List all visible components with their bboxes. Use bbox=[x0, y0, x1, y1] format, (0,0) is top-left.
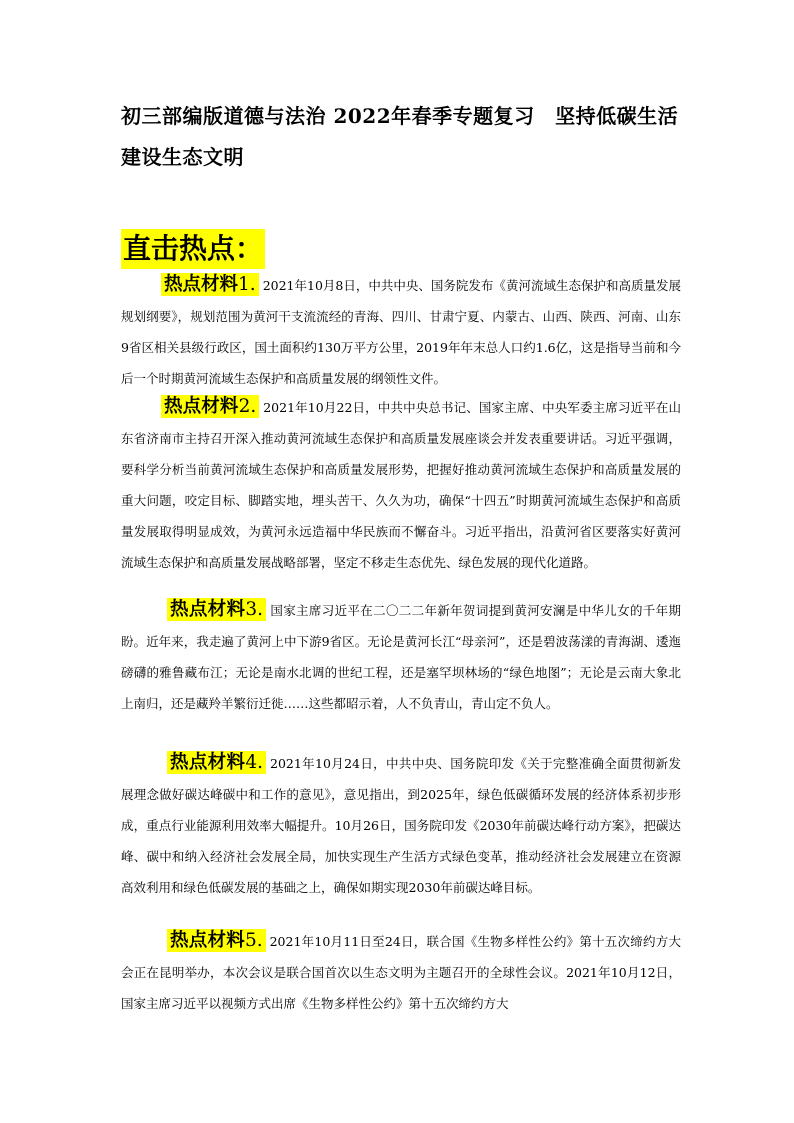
material-number: 2. bbox=[238, 396, 257, 417]
material-text-1: 2021年10月8日，中共中央、国务院发布《黄河流域生态保护和高质量发展规划纲要》，规划范围为黄河干支流流经的青海、四川、甘肃宁夏、内蒙古、山西、陕西、河南、山东9省区相关县级行政区，国土面积约130万平方公里，2019年年末总人口约1.6亿，这是指导当前和今后一个时期黄河流域生态保护和高质量发展的纲领性文件。 bbox=[121, 278, 681, 386]
material-text-4: 2021年10月24日，中共中央、国务院印发《关于完整准确全面贯彻新发展理念做好碳达峰碳中和工作的意见》，意见指出，到2025年，绿色低碳循环发展的经济体系初步形成，重点行业能源利用效率大幅提升。10月26日，国务院印发《2030年前碳达峰行动方案》，把碳达峰、碳中和纳入经济社会发展全局，加快实现生产生活方式绿色变革，推动经济社会发展建立在资源高效利用和绿色低碳发展的基础之上，确保如期实现2030年前碳达峰目标。 bbox=[121, 756, 681, 895]
section-heading: 直击热点： bbox=[121, 229, 265, 269]
material-paragraph-1 bbox=[121, 270, 681, 394]
material-number: 1. bbox=[238, 274, 256, 295]
material-label-text: 热点材料 bbox=[170, 752, 246, 773]
material-label-5 bbox=[167, 929, 266, 952]
material-label-text: 热点材料 bbox=[170, 930, 245, 951]
material-label-text: 热点材料 bbox=[164, 274, 239, 295]
document-title: 初三部编版道德与法治 2022年春季专题复习 坚持低碳生活 建设生态文明 bbox=[121, 104, 699, 169]
material-text-2: 2021年10月22日，中共中央总书记、国家主席、中央军委主席习近平在山东省济南市主持召开深入推动黄河流域生态保护和高质量发展座谈会并发表重要讲话。习近平强调，要科学分析当前黄河流域生态保护和高质量发展形势，把握好推动黄河流域生态保护和高质量发展的重大问题，咬定目标、脚踏实地，埋头苦干、久久为功，确保“十四五”时期黄河流域生态保护和高质量发展取得明显成效，为黄河永远造福中华民族而不懈奋斗。习近平指出，沿黄河省区要落实好黄河流域生态保护和高质量发展战略部署，坚定不移走生态优先、绿色发展的现代化道路。 bbox=[121, 400, 681, 570]
material-number: 4. bbox=[245, 752, 264, 773]
material-number: 5. bbox=[244, 930, 263, 951]
material-paragraph-5 bbox=[121, 926, 681, 1019]
material-label-text: 热点材料 bbox=[170, 599, 246, 620]
material-label-2 bbox=[161, 395, 259, 418]
material-label-1 bbox=[161, 273, 259, 296]
material-label-3 bbox=[167, 598, 266, 621]
material-label-text: 热点材料 bbox=[164, 396, 239, 417]
material-number: 3. bbox=[245, 599, 264, 620]
material-text-3: 国家主席习近平在二〇二二年新年贺词提到黄河安澜是中华儿女的千年期盼。近年来，我走遍了黄河上中下游9省区。无论是黄河长江“母亲河”，还是碧波荡漾的青海湖、逶迤磅礴的雅鲁藏布江；无论是南水北调的世纪工程，还是塞罕坝林场的“绿色地图”；无论是云南大象北上南归，还是藏羚羊繁衍迁徙……这些都昭示着，人不负青山，青山定不负人。 bbox=[121, 603, 681, 711]
material-paragraph-3 bbox=[121, 595, 681, 719]
material-paragraph-4 bbox=[121, 748, 681, 903]
material-text-5: 2021年10月11日至24日，联合国《生物多样性公约》第十五次缔约方大会正在昆明举办，本次会议是联合国首次以生态文明为主题召开的全球性会议。2021年10月12日，国家主席习近平以视频方式出席《生物多样性公约》第十五次缔约方大 bbox=[121, 934, 681, 1011]
material-label-4 bbox=[167, 751, 266, 774]
material-paragraph-2 bbox=[121, 392, 681, 578]
